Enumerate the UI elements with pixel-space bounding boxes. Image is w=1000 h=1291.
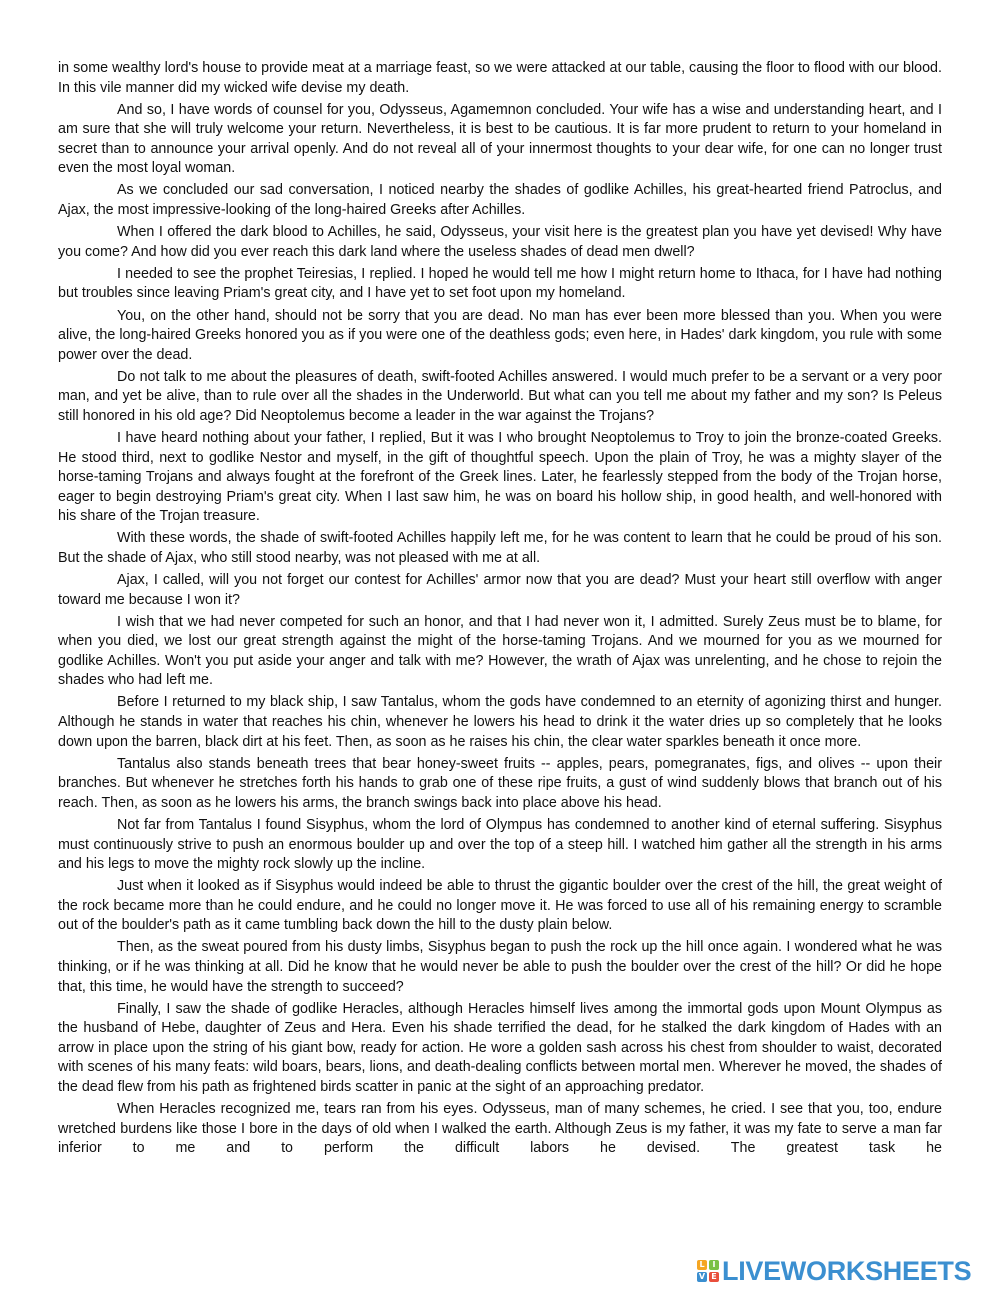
logo-icon-cell: I bbox=[709, 1260, 719, 1270]
paragraph: Before I returned to my black ship, I saw Tantalus, whom the gods have condemned to an eternity of agonizing thirst and hunger. Although he stands in water that reaches his chin, whenever he lowers his head to drink it the water dries up so completely that he looks down upon the barren, black dirt at his feet. Then, as soon as he raises his chin, the clear water sparkles beneath it once more. bbox=[58, 694, 942, 750]
paragraph: You, on the other hand, should not be sorry that you are dead. No man has ever been more blessed than you. When you were alive, the long-haired Greeks honored you as if you were one of the deathless gods; even here, in Hades' dark kingdom, you rule with some power over the dead. bbox=[58, 307, 942, 363]
liveworksheets-logo bbox=[697, 1256, 971, 1286]
paragraph: Tantalus also stands beneath trees that bear honey-sweet fruits -- apples, pears, pomegranates, figs, and olives -- upon their branches. But whenever he stretches forth his hands to grab one of these ripe fruits, a gust of wind suddenly blows that branch out of his reach. Then, as soon as he lowers his arms, the branch swings back into place above his head. bbox=[58, 755, 942, 811]
paragraph: in some wealthy lord's house to provide meat at a marriage feast, so we were attacked at our table, causing the floor to flood with our blood. In this vile manner did my wicked wife devise my death. bbox=[58, 60, 942, 96]
document-page bbox=[58, 59, 942, 1161]
paragraph: Not far from Tantalus I found Sisyphus, whom the lord of Olympus has condemned to another kind of eternal suffering. Sisyphus must continuously strive to push an enormous boulder up and over the top of a steep hill. I watched him gather all the strength in his arms and his legs to move the mighty rock slowly up the incline. bbox=[58, 816, 942, 873]
logo-icon-cell: L bbox=[697, 1260, 707, 1270]
paragraph: Finally, I saw the shade of godlike Heracles, although Heracles himself lives among the immortal gods upon Mount Olympus as the husband of Hebe, daughter of Zeus and Hera. Even his shade terrified the dead, for he stalked the dark kingdom of Hades with an arrow in place upon the string of his giant bow, ready for action. He wore a golden sash across his chest from shoulder to waist, decorated with scenes of his many feats: wild boars, bears, lions, and death-dealing conflicts between mortal men. Wherever he moved, the shades of the dead flew from his path as frightened birds scatter in panic at the sight of an approaching predator. bbox=[58, 1000, 942, 1095]
paragraph: As we concluded our sad conversation, I noticed nearby the shades of godlike Achilles, his great-hearted friend Patroclus, and Ajax, the most impressive-looking of the long-haired Greeks after Achilles. bbox=[58, 182, 942, 219]
paragraph: I have heard nothing about your father, I replied, But it was I who brought Neoptolemus to Troy to join the bronze-coated Greeks. He stood third, next to godlike Nestor and myself, in the gift of thoughtful speech. Upon the plain of Troy, he was a mighty slayer of the horse-taming Trojans and always fought at the forefront of the Greek lines. Later, he fearlessly stepped from the body of the Trojan horse, eager to begin destroying Priam's great city. When I last saw him, he was on board his hollow ship, in good health, and well-honored with his share of the Trojan treasure. bbox=[58, 430, 942, 525]
paragraph: And so, I have words of counsel for you, Odysseus, Agamemnon concluded. Your wife has a wise and understanding heart, and I am sure that she will truly welcome your return. Nevertheless, it is best to be cautious. It is far more prudent to return to your homeland in secret than to announce your arrival openly. And do not reveal all of your innermost thoughts to your dear wife, for one can no longer trust even the most loyal woman. bbox=[58, 101, 942, 177]
paragraph: Ajax, I called, will you not forget our contest for Achilles' armor now that you are dead? Must your heart still overflow with anger toward me because I won it? bbox=[58, 572, 942, 608]
logo-icon-cell: V bbox=[698, 1272, 706, 1281]
logo-icon-cell: E bbox=[709, 1272, 719, 1282]
logo-text: LIVEWORKSHEETS bbox=[722, 1256, 972, 1286]
logo-icon bbox=[697, 1260, 719, 1282]
paragraph: With these words, the shade of swift-footed Achilles happily left me, for he was content to learn that he could be proud of his son. But the shade of Ajax, who still stood nearby, was not pleased with me at all. bbox=[58, 530, 942, 566]
paragraph: When I offered the dark blood to Achilles, he said, Odysseus, your visit here is the greatest plan you have yet devised! Why have you come? And how did you ever reach this dark land where the useless shades of dead men dwell? bbox=[58, 224, 942, 260]
paragraph: Do not talk to me about the pleasures of death, swift-footed Achilles answered. I would much prefer to be a servant or a very poor man, and yet be alive, than to rule over all the shades in the Underworld. But what can you tell me about my father and my son? Is Peleus still honored in his old age? Did Neoptolemus become a leader in the war against the Trojans? bbox=[58, 368, 942, 424]
paragraph: When Heracles recognized me, tears ran from his eyes. Odysseus, man of many schemes, he cried. I see that you, too, endure wretched burdens like those I bore in the days of old when I walked the earth. Although Zeus is my father, it was my fate to serve a man far inferior to me and to perform the difficult labors he devised. The greatest task he bbox=[58, 1100, 942, 1157]
paragraph: Then, as the sweat poured from his dusty limbs, Sisyphus began to push the rock up the hill once again. I wondered what he was thinking, or if he was thinking at all. Did he know that he would never be able to push the boulder over the crest of the hill? Or did he hope that, this time, he would have the strength to succeed? bbox=[58, 939, 942, 995]
paragraph: I wish that we had never competed for such an honor, and that I had never won it, I admitted. Surely Zeus must be to blame, for when you died, we lost our great strength against the might of the horse-taming Trojans. And we mourned for you as we mourned for godlike Achilles. Won't you put aside your anger and talk with me? However, the wrath of Ajax was unrelenting, and he chose to rejoin the shades who had left me. bbox=[58, 613, 942, 689]
paragraph: Just when it looked as if Sisyphus would indeed be able to thrust the gigantic boulder over the crest of the hill, the great weight of the rock became more than he could endure, and he could no longer move it. He was forced to use all of his remaining energy to scramble out of the boulder's path as it came tumbling back down the hill to the dusty plain below. bbox=[58, 878, 942, 934]
paragraph: I needed to see the prophet Teiresias, I replied. I hoped he would tell me how I might return home to Ithaca, for I have had nothing but troubles since leaving Priam's great city, and I have yet to set foot upon my homeland. bbox=[58, 265, 942, 302]
